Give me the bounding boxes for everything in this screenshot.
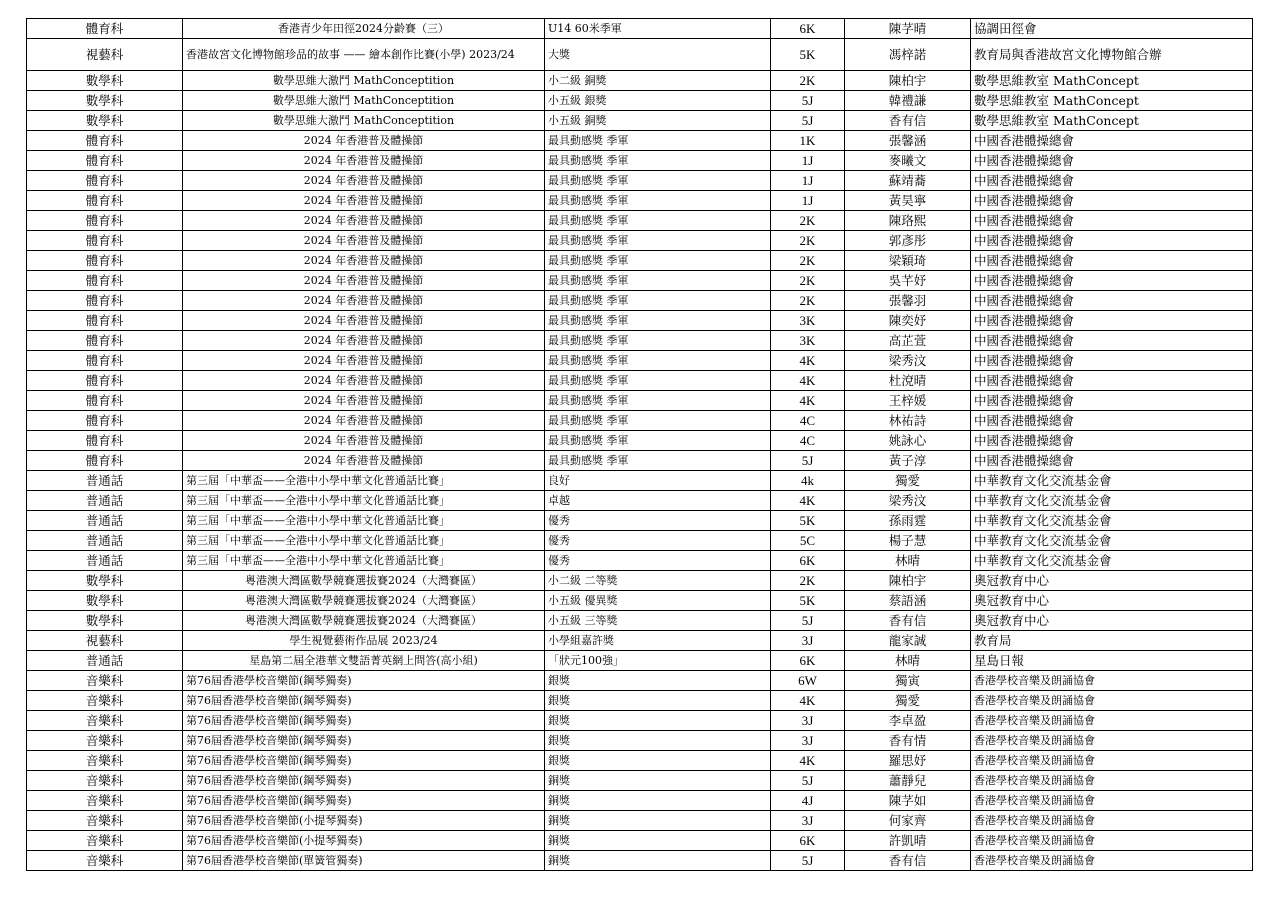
student-name-cell: 香有信 <box>845 611 971 631</box>
student-name-cell: 梁穎琦 <box>845 251 971 271</box>
awards-table <box>26 18 1253 871</box>
student-name-cell: 林祐詩 <box>845 411 971 431</box>
competition-cell: 數學思維大激鬥 MathConceptition <box>183 71 545 91</box>
organizer-cell: 教育局與香港故宮文化博物館合辦 <box>971 39 1253 71</box>
competition-cell: 第三屆「中華盃——全港中小學中華文化普通話比賽」 <box>183 471 545 491</box>
student-name-cell: 許凱晴 <box>845 831 971 851</box>
subject-cell: 體育科 <box>27 311 183 331</box>
subject-cell: 體育科 <box>27 171 183 191</box>
class-cell: 4C <box>771 431 845 451</box>
subject-cell: 數學科 <box>27 591 183 611</box>
table-row <box>27 91 1253 111</box>
class-cell: 3J <box>771 631 845 651</box>
award-cell: 最具動感獎 季軍 <box>545 151 771 171</box>
organizer-cell: 香港學校音樂及朗誦協會 <box>971 691 1253 711</box>
subject-cell: 視藝科 <box>27 631 183 651</box>
class-cell: 5J <box>771 611 845 631</box>
award-cell: 銀獎 <box>545 711 771 731</box>
table-row <box>27 331 1253 351</box>
award-cell: 最具動感獎 季軍 <box>545 171 771 191</box>
student-name-cell: 陳芓如 <box>845 791 971 811</box>
subject-cell: 體育科 <box>27 331 183 351</box>
competition-cell: 學生視覺藝術作品展 2023/24 <box>183 631 545 651</box>
class-cell: 2K <box>771 71 845 91</box>
table-row <box>27 291 1253 311</box>
table-row <box>27 391 1253 411</box>
award-cell: 銅獎 <box>545 811 771 831</box>
class-cell: 3J <box>771 811 845 831</box>
organizer-cell: 中國香港體操總會 <box>971 371 1253 391</box>
organizer-cell: 中華教育文化交流基金會 <box>971 491 1253 511</box>
student-name-cell: 香有信 <box>845 851 971 871</box>
table-row <box>27 551 1253 571</box>
subject-cell: 普通話 <box>27 491 183 511</box>
award-cell: 最具動感獎 季軍 <box>545 351 771 371</box>
class-cell: 3J <box>771 731 845 751</box>
class-cell: 4K <box>771 751 845 771</box>
class-cell: 4K <box>771 391 845 411</box>
organizer-cell: 中國香港體操總會 <box>971 331 1253 351</box>
award-cell: 小學組嘉許獎 <box>545 631 771 651</box>
student-name-cell: 林晴 <box>845 551 971 571</box>
student-name-cell: 陳芓晴 <box>845 19 971 39</box>
award-cell: 最具動感獎 季軍 <box>545 311 771 331</box>
class-cell: 6K <box>771 551 845 571</box>
table-row <box>27 19 1253 39</box>
class-cell: 4K <box>771 351 845 371</box>
award-cell: 小五級 銀獎 <box>545 91 771 111</box>
subject-cell: 體育科 <box>27 271 183 291</box>
table-row <box>27 571 1253 591</box>
competition-cell: 第76屆香港學校音樂節(小提琴獨奏) <box>183 831 545 851</box>
organizer-cell: 中國香港體操總會 <box>971 291 1253 311</box>
organizer-cell: 中國香港體操總會 <box>971 451 1253 471</box>
competition-cell: 第76屆香港學校音樂節(鋼琴獨奏) <box>183 711 545 731</box>
award-cell: 優秀 <box>545 511 771 531</box>
student-name-cell: 楊子慧 <box>845 531 971 551</box>
class-cell: 1J <box>771 171 845 191</box>
subject-cell: 音樂科 <box>27 771 183 791</box>
student-name-cell: 何家齊 <box>845 811 971 831</box>
table-row <box>27 691 1253 711</box>
student-name-cell: 高芷萱 <box>845 331 971 351</box>
table-row <box>27 711 1253 731</box>
subject-cell: 音樂科 <box>27 671 183 691</box>
table-row <box>27 631 1253 651</box>
class-cell: 2K <box>771 291 845 311</box>
class-cell: 6K <box>771 831 845 851</box>
table-row <box>27 531 1253 551</box>
organizer-cell: 中國香港體操總會 <box>971 251 1253 271</box>
table-row <box>27 191 1253 211</box>
table-row <box>27 831 1253 851</box>
competition-cell: 第76屆香港學校音樂節(鋼琴獨奏) <box>183 751 545 771</box>
organizer-cell: 中華教育文化交流基金會 <box>971 471 1253 491</box>
class-cell: 4K <box>771 691 845 711</box>
student-name-cell: 陳奕妤 <box>845 311 971 331</box>
class-cell: 2K <box>771 211 845 231</box>
organizer-cell: 中華教育文化交流基金會 <box>971 531 1253 551</box>
class-cell: 4K <box>771 491 845 511</box>
competition-cell: 第76屆香港學校音樂節(鋼琴獨奏) <box>183 691 545 711</box>
student-name-cell: 吳芊妤 <box>845 271 971 291</box>
competition-cell: 第76屆香港學校音樂節(鋼琴獨奏) <box>183 771 545 791</box>
subject-cell: 數學科 <box>27 111 183 131</box>
award-cell: 小五級 優異獎 <box>545 591 771 611</box>
table-row <box>27 411 1253 431</box>
award-cell: 銀獎 <box>545 731 771 751</box>
table-row <box>27 471 1253 491</box>
award-cell: 最具動感獎 季軍 <box>545 271 771 291</box>
class-cell: 4J <box>771 791 845 811</box>
competition-cell: 粵港澳大灣區數學競賽選拔賽2024（大灣賽區） <box>183 571 545 591</box>
student-name-cell: 香有情 <box>845 731 971 751</box>
organizer-cell: 香港學校音樂及朗誦協會 <box>971 771 1253 791</box>
subject-cell: 音樂科 <box>27 851 183 871</box>
award-cell: 銅獎 <box>545 851 771 871</box>
subject-cell: 音樂科 <box>27 831 183 851</box>
table-row <box>27 39 1253 71</box>
subject-cell: 音樂科 <box>27 691 183 711</box>
subject-cell: 音樂科 <box>27 731 183 751</box>
competition-cell: 第76屆香港學校音樂節(單簧管獨奏) <box>183 851 545 871</box>
award-cell: 銅獎 <box>545 831 771 851</box>
table-row <box>27 491 1253 511</box>
class-cell: 5J <box>771 451 845 471</box>
class-cell: 2K <box>771 231 845 251</box>
table-row <box>27 651 1253 671</box>
table-row <box>27 611 1253 631</box>
subject-cell: 數學科 <box>27 611 183 631</box>
award-cell: 銀獎 <box>545 751 771 771</box>
subject-cell: 體育科 <box>27 291 183 311</box>
competition-cell: 2024 年香港普及體操節 <box>183 191 545 211</box>
subject-cell: 體育科 <box>27 251 183 271</box>
award-cell: 小五級 三等獎 <box>545 611 771 631</box>
class-cell: 3K <box>771 331 845 351</box>
award-cell: 最具動感獎 季軍 <box>545 331 771 351</box>
subject-cell: 普通話 <box>27 531 183 551</box>
subject-cell: 體育科 <box>27 411 183 431</box>
student-name-cell: 香有信 <box>845 111 971 131</box>
competition-cell: 第76屆香港學校音樂節(鋼琴獨奏) <box>183 671 545 691</box>
competition-cell: 2024 年香港普及體操節 <box>183 131 545 151</box>
table-row <box>27 311 1253 331</box>
class-cell: 2K <box>771 271 845 291</box>
competition-cell: 第76屆香港學校音樂節(小提琴獨奏) <box>183 811 545 831</box>
award-cell: 最具動感獎 季軍 <box>545 131 771 151</box>
competition-cell: 2024 年香港普及體操節 <box>183 151 545 171</box>
student-name-cell: 林晴 <box>845 651 971 671</box>
table-row <box>27 71 1253 91</box>
competition-cell: 2024 年香港普及體操節 <box>183 271 545 291</box>
student-name-cell: 陳珞熙 <box>845 211 971 231</box>
award-cell: 優秀 <box>545 531 771 551</box>
table-row <box>27 751 1253 771</box>
organizer-cell: 香港學校音樂及朗誦協會 <box>971 671 1253 691</box>
student-name-cell: 姚詠心 <box>845 431 971 451</box>
award-cell: 最具動感獎 季軍 <box>545 291 771 311</box>
subject-cell: 音樂科 <box>27 811 183 831</box>
organizer-cell: 中國香港體操總會 <box>971 191 1253 211</box>
subject-cell: 視藝科 <box>27 39 183 71</box>
award-cell: 最具動感獎 季軍 <box>545 211 771 231</box>
award-cell: 小二級 銅獎 <box>545 71 771 91</box>
award-cell: 最具動感獎 季軍 <box>545 391 771 411</box>
subject-cell: 體育科 <box>27 431 183 451</box>
table-row <box>27 811 1253 831</box>
subject-cell: 音樂科 <box>27 711 183 731</box>
subject-cell: 普通話 <box>27 551 183 571</box>
student-name-cell: 陳柏宇 <box>845 71 971 91</box>
competition-cell: 2024 年香港普及體操節 <box>183 231 545 251</box>
student-name-cell: 陳柏宇 <box>845 571 971 591</box>
competition-cell: 第76屆香港學校音樂節(鋼琴獨奏) <box>183 791 545 811</box>
award-cell: 小五級 銅獎 <box>545 111 771 131</box>
competition-cell: 數學思維大激鬥 MathConceptition <box>183 111 545 131</box>
student-name-cell: 蘇靖蕎 <box>845 171 971 191</box>
subject-cell: 體育科 <box>27 231 183 251</box>
subject-cell: 體育科 <box>27 191 183 211</box>
organizer-cell: 香港學校音樂及朗誦協會 <box>971 791 1253 811</box>
subject-cell: 普通話 <box>27 471 183 491</box>
organizer-cell: 奧冠教育中心 <box>971 591 1253 611</box>
organizer-cell: 香港學校音樂及朗誦協會 <box>971 811 1253 831</box>
subject-cell: 數學科 <box>27 71 183 91</box>
student-name-cell: 黃昊寧 <box>845 191 971 211</box>
class-cell: 2K <box>771 251 845 271</box>
organizer-cell: 中國香港體操總會 <box>971 271 1253 291</box>
student-name-cell: 梁秀汶 <box>845 491 971 511</box>
organizer-cell: 香港學校音樂及朗誦協會 <box>971 751 1253 771</box>
organizer-cell: 中華教育文化交流基金會 <box>971 551 1253 571</box>
award-cell: 最具動感獎 季軍 <box>545 191 771 211</box>
student-name-cell: 蕭靜兒 <box>845 771 971 791</box>
student-name-cell: 馮梓諾 <box>845 39 971 71</box>
award-cell: 良好 <box>545 471 771 491</box>
subject-cell: 體育科 <box>27 151 183 171</box>
subject-cell: 數學科 <box>27 571 183 591</box>
class-cell: 5K <box>771 591 845 611</box>
student-name-cell: 梁秀汶 <box>845 351 971 371</box>
competition-cell: 香港故宮文化博物館珍品的故事 —— 繪本創作比賽(小學) 2023/24 <box>183 39 545 71</box>
class-cell: 5K <box>771 39 845 71</box>
class-cell: 5K <box>771 511 845 531</box>
award-cell: 「狀元100強」 <box>545 651 771 671</box>
subject-cell: 體育科 <box>27 211 183 231</box>
subject-cell: 體育科 <box>27 371 183 391</box>
competition-cell: 香港青少年田徑2024分齡賽（三） <box>183 19 545 39</box>
student-name-cell: 蔡語涵 <box>845 591 971 611</box>
organizer-cell: 中華教育文化交流基金會 <box>971 511 1253 531</box>
competition-cell: 第三屆「中華盃——全港中小學中華文化普通話比賽」 <box>183 531 545 551</box>
award-cell: 大獎 <box>545 39 771 71</box>
organizer-cell: 中國香港體操總會 <box>971 351 1253 371</box>
competition-cell: 2024 年香港普及體操節 <box>183 171 545 191</box>
student-name-cell: 獨愛 <box>845 471 971 491</box>
table-row <box>27 211 1253 231</box>
competition-cell: 2024 年香港普及體操節 <box>183 331 545 351</box>
organizer-cell: 香港學校音樂及朗誦協會 <box>971 851 1253 871</box>
organizer-cell: 中國香港體操總會 <box>971 311 1253 331</box>
subject-cell: 普通話 <box>27 511 183 531</box>
subject-cell: 體育科 <box>27 451 183 471</box>
table-row <box>27 731 1253 751</box>
class-cell: 1J <box>771 151 845 171</box>
competition-cell: 2024 年香港普及體操節 <box>183 211 545 231</box>
table-row <box>27 511 1253 531</box>
student-name-cell: 杜渷晴 <box>845 371 971 391</box>
table-row <box>27 451 1253 471</box>
table-row <box>27 371 1253 391</box>
table-row <box>27 851 1253 871</box>
student-name-cell: 李卓盈 <box>845 711 971 731</box>
competition-cell: 數學思維大激鬥 MathConceptition <box>183 91 545 111</box>
organizer-cell: 中國香港體操總會 <box>971 391 1253 411</box>
organizer-cell: 星島日報 <box>971 651 1253 671</box>
subject-cell: 體育科 <box>27 391 183 411</box>
organizer-cell: 數學思維教室 MathConcept <box>971 91 1253 111</box>
table-row <box>27 431 1253 451</box>
table-row <box>27 591 1253 611</box>
student-name-cell: 黃子淳 <box>845 451 971 471</box>
organizer-cell: 香港學校音樂及朗誦協會 <box>971 831 1253 851</box>
class-cell: 6W <box>771 671 845 691</box>
award-cell: 卓越 <box>545 491 771 511</box>
award-cell: 銅獎 <box>545 771 771 791</box>
award-cell: 優秀 <box>545 551 771 571</box>
organizer-cell: 中國香港體操總會 <box>971 231 1253 251</box>
organizer-cell: 協調田徑會 <box>971 19 1253 39</box>
class-cell: 4C <box>771 411 845 431</box>
class-cell: 3J <box>771 711 845 731</box>
subject-cell: 體育科 <box>27 131 183 151</box>
competition-cell: 第三屆「中華盃——全港中小學中華文化普通話比賽」 <box>183 491 545 511</box>
organizer-cell: 奧冠教育中心 <box>971 611 1253 631</box>
table-row <box>27 791 1253 811</box>
student-name-cell: 孫雨霆 <box>845 511 971 531</box>
award-cell: 最具動感獎 季軍 <box>545 371 771 391</box>
table-row <box>27 671 1253 691</box>
award-cell: 最具動感獎 季軍 <box>545 411 771 431</box>
student-name-cell: 郭彥彤 <box>845 231 971 251</box>
class-cell: 4K <box>771 371 845 391</box>
competition-cell: 2024 年香港普及體操節 <box>183 451 545 471</box>
class-cell: 5J <box>771 771 845 791</box>
award-cell: 銀獎 <box>545 671 771 691</box>
student-name-cell: 張馨涵 <box>845 131 971 151</box>
competition-cell: 星島第二屆全港華文雙語菁英網上問答(高小組) <box>183 651 545 671</box>
organizer-cell: 香港學校音樂及朗誦協會 <box>971 711 1253 731</box>
subject-cell: 音樂科 <box>27 751 183 771</box>
award-cell: 銀獎 <box>545 691 771 711</box>
subject-cell: 體育科 <box>27 19 183 39</box>
award-cell: 小二級 二等獎 <box>545 571 771 591</box>
table-row <box>27 271 1253 291</box>
subject-cell: 普通話 <box>27 651 183 671</box>
competition-cell: 2024 年香港普及體操節 <box>183 251 545 271</box>
award-cell: 最具動感獎 季軍 <box>545 431 771 451</box>
organizer-cell: 數學思維教室 MathConcept <box>971 111 1253 131</box>
table-row <box>27 771 1253 791</box>
student-name-cell: 羅思妤 <box>845 751 971 771</box>
organizer-cell: 中國香港體操總會 <box>971 171 1253 191</box>
table-row <box>27 111 1253 131</box>
table-row <box>27 171 1253 191</box>
class-cell: 3K <box>771 311 845 331</box>
student-name-cell: 張馨羽 <box>845 291 971 311</box>
organizer-cell: 香港學校音樂及朗誦協會 <box>971 731 1253 751</box>
table-row <box>27 131 1253 151</box>
competition-cell: 2024 年香港普及體操節 <box>183 411 545 431</box>
student-name-cell: 龍家誠 <box>845 631 971 651</box>
class-cell: 5C <box>771 531 845 551</box>
student-name-cell: 王梓媛 <box>845 391 971 411</box>
class-cell: 1J <box>771 191 845 211</box>
student-name-cell: 麥曦文 <box>845 151 971 171</box>
competition-cell: 粵港澳大灣區數學競賽選拔賽2024（大灣賽區） <box>183 611 545 631</box>
class-cell: 1K <box>771 131 845 151</box>
awards-table-body <box>27 19 1253 871</box>
class-cell: 5J <box>771 111 845 131</box>
organizer-cell: 數學思維教室 MathConcept <box>971 71 1253 91</box>
award-cell: 銅獎 <box>545 791 771 811</box>
organizer-cell: 教育局 <box>971 631 1253 651</box>
student-name-cell: 韓禮謙 <box>845 91 971 111</box>
student-name-cell: 獨寅 <box>845 671 971 691</box>
table-row <box>27 151 1253 171</box>
competition-cell: 2024 年香港普及體操節 <box>183 431 545 451</box>
organizer-cell: 中國香港體操總會 <box>971 431 1253 451</box>
class-cell: 4k <box>771 471 845 491</box>
organizer-cell: 中國香港體操總會 <box>971 411 1253 431</box>
class-cell: 5J <box>771 91 845 111</box>
organizer-cell: 奧冠教育中心 <box>971 571 1253 591</box>
subject-cell: 數學科 <box>27 91 183 111</box>
award-cell: 最具動感獎 季軍 <box>545 451 771 471</box>
organizer-cell: 中國香港體操總會 <box>971 211 1253 231</box>
table-row <box>27 231 1253 251</box>
competition-cell: 2024 年香港普及體操節 <box>183 291 545 311</box>
student-name-cell: 獨愛 <box>845 691 971 711</box>
competition-cell: 粵港澳大灣區數學競賽選拔賽2024（大灣賽區） <box>183 591 545 611</box>
class-cell: 6K <box>771 19 845 39</box>
class-cell: 6K <box>771 651 845 671</box>
competition-cell: 2024 年香港普及體操節 <box>183 351 545 371</box>
table-row <box>27 251 1253 271</box>
award-cell: 最具動感獎 季軍 <box>545 251 771 271</box>
organizer-cell: 中國香港體操總會 <box>971 131 1253 151</box>
table-row <box>27 351 1253 371</box>
award-cell: U14 60米季軍 <box>545 19 771 39</box>
award-cell: 最具動感獎 季軍 <box>545 231 771 251</box>
subject-cell: 體育科 <box>27 351 183 371</box>
competition-cell: 2024 年香港普及體操節 <box>183 311 545 331</box>
competition-cell: 第三屆「中華盃——全港中小學中華文化普通話比賽」 <box>183 551 545 571</box>
competition-cell: 2024 年香港普及體操節 <box>183 371 545 391</box>
class-cell: 2K <box>771 571 845 591</box>
competition-cell: 第76屆香港學校音樂節(鋼琴獨奏) <box>183 731 545 751</box>
subject-cell: 音樂科 <box>27 791 183 811</box>
organizer-cell: 中國香港體操總會 <box>971 151 1253 171</box>
competition-cell: 2024 年香港普及體操節 <box>183 391 545 411</box>
class-cell: 5J <box>771 851 845 871</box>
competition-cell: 第三屆「中華盃——全港中小學中華文化普通話比賽」 <box>183 511 545 531</box>
